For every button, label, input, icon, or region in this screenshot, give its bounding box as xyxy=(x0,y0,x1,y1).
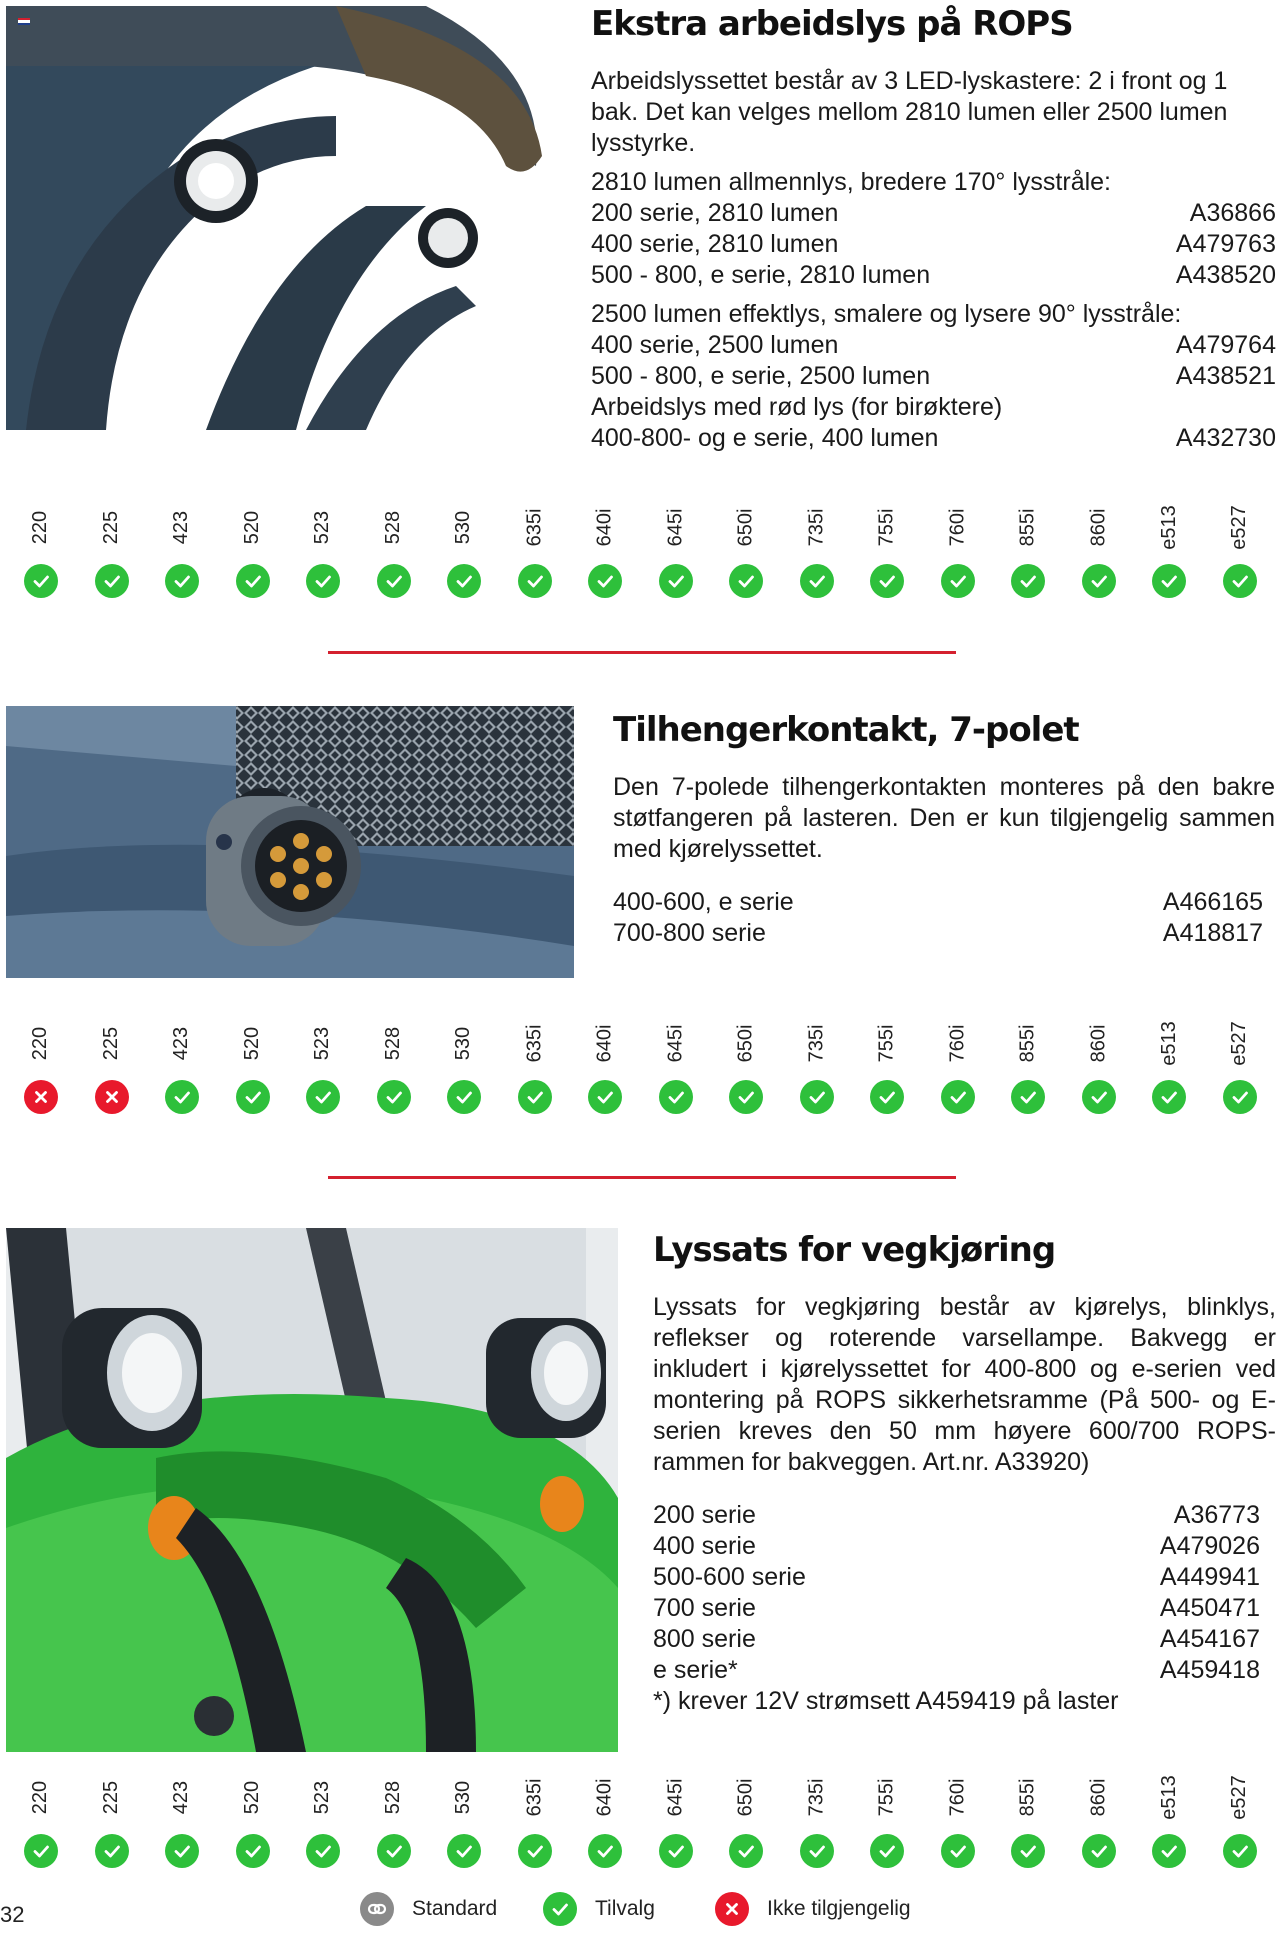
model-label-520: 520 xyxy=(241,1780,263,1814)
model-label-650i: 650i xyxy=(734,1778,757,1816)
check-icon xyxy=(165,1834,199,1868)
standard-icon xyxy=(360,1892,394,1926)
model-label-e527: e527 xyxy=(1228,504,1250,550)
check-icon xyxy=(1011,564,1045,598)
check-icon xyxy=(729,564,763,598)
product-list xyxy=(613,887,1275,949)
model-label-530: 530 xyxy=(452,1780,475,1814)
section-title: Tilhengerkontakt, 7-polet xyxy=(613,710,1079,750)
model-label-e527: e527 xyxy=(1228,1774,1250,1820)
legend-standard xyxy=(360,1889,497,1929)
product-row: 400-800- og e serie, 400 lumen A432730 xyxy=(591,424,1276,452)
check-icon xyxy=(659,1080,693,1114)
check-icon xyxy=(306,1080,340,1114)
model-label-523: 523 xyxy=(311,1026,334,1060)
check-icon xyxy=(588,1834,622,1868)
check-icon xyxy=(870,1080,904,1114)
flag-icon xyxy=(18,18,30,25)
check-icon xyxy=(236,1080,270,1114)
check-icon xyxy=(941,564,975,598)
check-icon xyxy=(1082,1080,1116,1114)
product-row: 700-800 serie A418817 xyxy=(613,919,1263,947)
model-label-e527: e527 xyxy=(1228,1020,1250,1066)
check-icon xyxy=(165,564,199,598)
model-label-640i: 640i xyxy=(593,508,616,546)
model-label-645i: 645i xyxy=(664,508,686,546)
model-label-760i: 760i xyxy=(946,508,968,546)
model-label-860i: 860i xyxy=(1087,1778,1109,1816)
model-label-523: 523 xyxy=(311,510,334,544)
road-light-kit-photo xyxy=(6,1228,618,1752)
model-label-225: 225 xyxy=(100,510,122,544)
model-label-760i: 760i xyxy=(946,1024,968,1062)
check-icon xyxy=(1223,1834,1257,1868)
check-icon xyxy=(659,1834,693,1868)
product-row: 400 serie, 2810 lumen A479763 xyxy=(591,230,1276,258)
model-label-650i: 650i xyxy=(734,1024,757,1062)
check-icon xyxy=(1082,564,1116,598)
check-icon xyxy=(1223,564,1257,598)
group-heading: 2500 lumen effektlys, smalere og lysere 90° lysstråle: xyxy=(591,300,1182,328)
compatibility-row xyxy=(0,492,1280,612)
check-icon xyxy=(95,564,129,598)
check-icon xyxy=(800,564,834,598)
check-icon xyxy=(518,1834,552,1868)
model-label-735i: 735i xyxy=(805,508,827,546)
model-label-528: 528 xyxy=(382,1780,404,1814)
product-row: e serie* A459418 xyxy=(653,1656,1260,1684)
model-label-220: 220 xyxy=(29,1780,52,1814)
rops-worklight-photo xyxy=(6,6,546,430)
group-heading: Arbeidslys med rød lys (for birøktere) xyxy=(591,393,1003,421)
model-label-640i: 640i xyxy=(593,1024,616,1062)
check-icon xyxy=(588,1080,622,1114)
section-worklights xyxy=(591,4,1276,454)
legend-label: Ikke tilgjengelig xyxy=(767,1897,911,1920)
model-label-220: 220 xyxy=(29,510,52,544)
check-icon xyxy=(1223,1080,1257,1114)
check-icon xyxy=(543,1892,577,1926)
check-icon xyxy=(24,1834,58,1868)
product-row: 400 serie A479026 xyxy=(653,1532,1260,1560)
model-label-860i: 860i xyxy=(1087,1024,1109,1062)
product-list xyxy=(591,167,1276,454)
product-row: 400-600, e serie A466165 xyxy=(613,888,1263,916)
model-label-635i: 635i xyxy=(523,508,545,546)
check-icon xyxy=(659,564,693,598)
legend-label: Tilvalg xyxy=(595,1897,655,1920)
model-label-855i: 855i xyxy=(1016,1024,1039,1062)
model-label-e513: e513 xyxy=(1157,504,1180,550)
cross-icon xyxy=(95,1080,129,1114)
product-row: 500 - 800, e serie, 2810 lumen A438520 xyxy=(591,261,1276,289)
check-icon xyxy=(941,1834,975,1868)
legend-unavailable xyxy=(715,1889,911,1929)
model-label-523: 523 xyxy=(311,1780,334,1814)
model-label-640i: 640i xyxy=(593,1778,616,1816)
trailer-socket-photo xyxy=(6,706,574,978)
product-row: 400 serie, 2500 lumen A479764 xyxy=(591,331,1276,359)
model-label-755i: 755i xyxy=(875,508,898,546)
check-icon xyxy=(377,1834,411,1868)
model-label-855i: 855i xyxy=(1016,508,1039,546)
check-icon xyxy=(800,1080,834,1114)
check-icon xyxy=(1152,1834,1186,1868)
model-label-755i: 755i xyxy=(875,1778,898,1816)
section-divider xyxy=(328,1176,956,1179)
model-label-645i: 645i xyxy=(664,1778,686,1816)
section-title: Ekstra arbeidslys på ROPS xyxy=(591,4,1073,44)
check-icon xyxy=(236,564,270,598)
model-label-e513: e513 xyxy=(1157,1774,1180,1820)
check-icon xyxy=(518,1080,552,1114)
model-label-220: 220 xyxy=(29,1026,52,1060)
product-row: 700 serie A450471 xyxy=(653,1594,1260,1622)
compatibility-row xyxy=(0,1008,1280,1128)
page-number: 32 xyxy=(0,1902,25,1927)
check-icon xyxy=(800,1834,834,1868)
check-icon xyxy=(447,1080,481,1114)
check-icon xyxy=(518,564,552,598)
check-icon xyxy=(306,1834,340,1868)
section-trailer-socket xyxy=(613,710,1275,949)
model-label-735i: 735i xyxy=(805,1778,827,1816)
product-row: 200 serie, 2810 lumen A36866 xyxy=(591,199,1276,227)
model-label-e513: e513 xyxy=(1157,1020,1180,1066)
model-label-423: 423 xyxy=(170,1780,193,1814)
footnote: *) krever 12V strømsett A459419 på laster xyxy=(653,1687,1119,1715)
section-road-light-kit xyxy=(653,1230,1276,1717)
check-icon xyxy=(870,1834,904,1868)
check-icon xyxy=(377,1080,411,1114)
model-label-423: 423 xyxy=(170,510,193,544)
model-label-530: 530 xyxy=(452,510,475,544)
check-icon xyxy=(447,564,481,598)
compatibility-row xyxy=(0,1762,1280,1882)
cross-icon xyxy=(715,1892,749,1926)
cross-icon xyxy=(24,1080,58,1114)
check-icon xyxy=(870,564,904,598)
product-list xyxy=(653,1500,1276,1717)
model-label-650i: 650i xyxy=(734,508,757,546)
check-icon xyxy=(1152,1080,1186,1114)
check-icon xyxy=(1152,564,1186,598)
model-label-860i: 860i xyxy=(1087,508,1109,546)
product-row: 500 - 800, e serie, 2500 lumen A438521 xyxy=(591,362,1276,390)
check-icon xyxy=(1082,1834,1116,1868)
check-icon xyxy=(377,564,411,598)
check-icon xyxy=(165,1080,199,1114)
check-icon xyxy=(306,564,340,598)
model-label-225: 225 xyxy=(100,1780,122,1814)
model-label-635i: 635i xyxy=(523,1778,545,1816)
model-label-855i: 855i xyxy=(1016,1778,1039,1816)
section-description: Arbeidslyssettet består av 3 LED-lyskastere: 2 i front og 1 bak. Det kan velges mellom 2810 lumen eller 2500 lumen lysstyrke. xyxy=(591,67,1228,157)
model-label-530: 530 xyxy=(452,1026,475,1060)
model-label-735i: 735i xyxy=(805,1024,827,1062)
product-row: 500-600 serie A449941 xyxy=(653,1563,1260,1591)
check-icon xyxy=(447,1834,481,1868)
product-row: 200 serie A36773 xyxy=(653,1501,1260,1529)
section-description: Den 7-polede tilhengerkontakten monteres på den bakre støtfangeren på lasteren. Den er kun tilgjengelig sammen med kjørelyssettet. xyxy=(613,773,1275,863)
check-icon xyxy=(729,1834,763,1868)
check-icon xyxy=(95,1834,129,1868)
product-row: 800 serie A454167 xyxy=(653,1625,1260,1653)
model-label-423: 423 xyxy=(170,1026,193,1060)
model-label-635i: 635i xyxy=(523,1024,545,1062)
legend-optional xyxy=(543,1889,655,1929)
model-label-755i: 755i xyxy=(875,1024,898,1062)
check-icon xyxy=(1011,1080,1045,1114)
section-description: Lyssats for vegkjøring består av kjørelys, blinklys, reflekser og roterende varsellampe. Bakvegg er inkludert i kjørelyssettet for 400-800 og e-serien ved montering på ROPS sikkerhetsramme (På 500- og E-serien kreves den 50 mm høyere 600/700 ROPS-rammen for bakveggen. Art.nr. A33920) xyxy=(653,1293,1276,1476)
check-icon xyxy=(1011,1834,1045,1868)
check-icon xyxy=(729,1080,763,1114)
section-title: Lyssats for vegkjøring xyxy=(653,1230,1056,1270)
model-label-520: 520 xyxy=(241,510,263,544)
legend-label: Standard xyxy=(412,1897,498,1920)
model-label-760i: 760i xyxy=(946,1778,968,1816)
model-label-645i: 645i xyxy=(664,1024,686,1062)
check-icon xyxy=(588,564,622,598)
section-divider xyxy=(328,651,956,654)
check-icon xyxy=(941,1080,975,1114)
model-label-528: 528 xyxy=(382,510,404,544)
model-label-528: 528 xyxy=(382,1026,404,1060)
check-icon xyxy=(24,564,58,598)
model-label-520: 520 xyxy=(241,1026,263,1060)
check-icon xyxy=(236,1834,270,1868)
model-label-225: 225 xyxy=(100,1026,122,1060)
group-heading: 2810 lumen allmennlys, bredere 170° lysstråle: xyxy=(591,168,1111,196)
